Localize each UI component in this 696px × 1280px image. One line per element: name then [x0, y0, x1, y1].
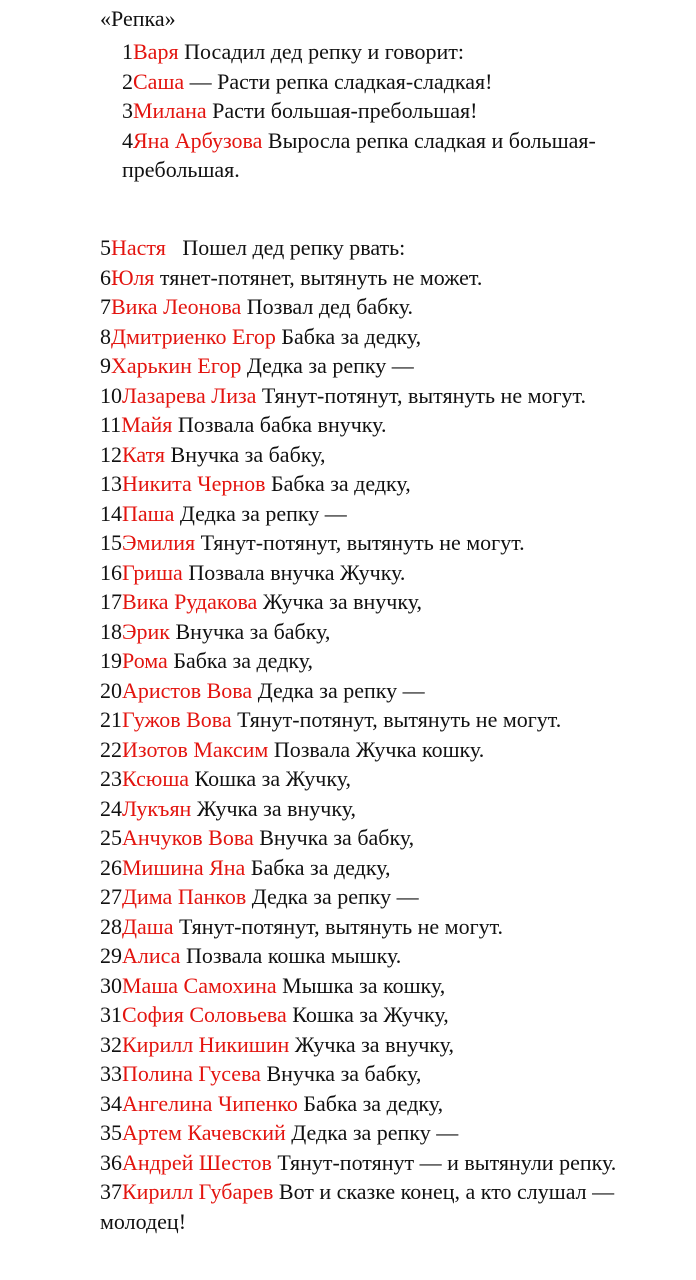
line-number: 9 [100, 353, 111, 378]
line-number: 34 [100, 1090, 122, 1116]
line-text: тянет-потянет, вытянуть не может. [154, 264, 483, 290]
student-name: Паша [122, 500, 175, 526]
line-text: Позвал дед бабку. [241, 294, 414, 319]
line-number: 37 [100, 1179, 122, 1204]
line-text: Дедка за репку — [246, 884, 419, 909]
line-text: Дедка за репку — [174, 500, 347, 526]
line-number: 6 [100, 264, 111, 290]
script-line [122, 37, 682, 67]
student-name: Алиса [122, 943, 181, 968]
line-number: 17 [100, 589, 122, 614]
student-name: Дмитриенко Егор [111, 323, 276, 349]
script-line [100, 469, 680, 499]
line-text: Внучка за бабку, [260, 1061, 422, 1086]
student-name: Кирилл Губарев [122, 1179, 274, 1204]
line-number: 23 [100, 766, 122, 791]
student-name: Эрик [122, 618, 170, 644]
script-line [100, 971, 680, 1001]
student-name: Саша [133, 68, 185, 94]
line-text: Позвала внучка Жучку. [182, 559, 406, 585]
script-line [100, 558, 680, 588]
line-number: 28 [100, 913, 122, 939]
line-number: 27 [100, 884, 122, 909]
script-line [100, 292, 680, 322]
script-line [100, 233, 680, 263]
script-line [100, 1000, 680, 1030]
line-number: 5 [100, 235, 111, 260]
student-name: Кирилл Никишин [122, 1031, 290, 1057]
student-name: Майя [121, 412, 173, 437]
student-name: Варя [133, 39, 179, 64]
script-line [100, 410, 680, 440]
line-number: 14 [100, 500, 122, 526]
student-name: Артем Качевский [122, 1120, 286, 1145]
line-text: Расти большая-пребольшая! [206, 98, 478, 123]
student-name: Аристов Вова [122, 677, 253, 703]
line-number: 3 [122, 98, 133, 123]
script-line [100, 263, 680, 293]
script-line [100, 823, 680, 853]
line-text: Бабка за дедку, [167, 648, 314, 673]
line-text: Вот и сказке конец, а кто слушал — молодец! [100, 1179, 620, 1234]
line-text: Дедка за репку — [285, 1120, 459, 1145]
student-name: Рома [122, 648, 168, 673]
line-text: Внучка за бабку, [165, 441, 326, 467]
line-text: Бабка за дедку, [245, 854, 391, 880]
student-name: Лазарева Лиза [122, 382, 257, 408]
script-line [100, 676, 680, 706]
student-name: Вика Леонова [111, 294, 242, 319]
line-text: Кошка за Жучку, [189, 766, 352, 791]
line-text: Жучка за внучку, [257, 589, 422, 614]
line-number: 21 [100, 707, 122, 732]
line-text: Бабка за дедку, [275, 323, 422, 349]
line-number: 19 [100, 648, 122, 673]
line-number: 16 [100, 559, 122, 585]
script-line [100, 882, 680, 912]
line-text: Позвала бабка внучку. [172, 412, 387, 437]
line-text: Тянут-потянут, вытянуть не могут. [173, 913, 504, 939]
script-line [100, 705, 680, 735]
line-number: 32 [100, 1031, 122, 1057]
line-text: Внучка за бабку, [170, 618, 331, 644]
student-name: Полина Гусева [122, 1061, 261, 1086]
line-number: 31 [100, 1002, 122, 1027]
line-number: 29 [100, 943, 122, 968]
student-name: Яна Арбузова [133, 127, 263, 153]
line-number: 2 [122, 68, 133, 94]
script-line [100, 1148, 680, 1178]
script-line [100, 764, 680, 794]
line-text: Жучка за внучку, [191, 795, 357, 821]
line-number: 1 [122, 39, 133, 64]
student-name: Ангелина Чипенко [122, 1090, 298, 1116]
student-name: Дима Панков [122, 884, 247, 909]
script-line [100, 794, 680, 824]
line-text: Дедка за репку — [252, 677, 425, 703]
script-line [100, 440, 680, 470]
line-text: Бабка за дедку, [297, 1090, 444, 1116]
line-number: 24 [100, 795, 122, 821]
line-number: 30 [100, 972, 122, 998]
student-name: Даша [122, 913, 174, 939]
script-line [100, 1177, 680, 1236]
student-name: Анчуков Вова [122, 825, 254, 850]
line-text: Кошка за Жучку, [286, 1002, 449, 1027]
student-name: София Соловьева [122, 1002, 287, 1027]
line-number: 15 [100, 530, 122, 555]
student-name: Юля [111, 264, 155, 290]
student-name: Маша Самохина [122, 972, 277, 998]
line-number: 20 [100, 677, 122, 703]
line-text: Позвала кошка мышку. [180, 943, 402, 968]
student-name: Милана [133, 98, 207, 123]
line-text: Внучка за бабку, [253, 825, 415, 850]
line-number: 25 [100, 825, 122, 850]
script-line [100, 912, 680, 942]
line-text: Позвала Жучка кошку. [268, 736, 485, 762]
script-line [100, 528, 680, 558]
script-line [100, 646, 680, 676]
student-name: Ксюша [122, 766, 190, 791]
line-number: 35 [100, 1120, 122, 1145]
line-number: 7 [100, 294, 111, 319]
script-line [100, 322, 680, 352]
line-number: 12 [100, 441, 122, 467]
line-text: Тянут-потянут — и вытянули репку. [271, 1149, 617, 1175]
line-text: Жучка за внучку, [289, 1031, 454, 1057]
script-line [100, 853, 680, 883]
line-number: 26 [100, 854, 122, 880]
line-text: Дедка за репку — [241, 353, 414, 378]
main-block [100, 233, 680, 1236]
script-line [100, 499, 680, 529]
line-number: 36 [100, 1149, 122, 1175]
script-line [100, 735, 680, 765]
line-text: Бабка за дедку, [265, 471, 411, 496]
student-name: Вика Рудакова [122, 589, 258, 614]
line-number: 22 [100, 736, 122, 762]
script-line [100, 1089, 680, 1119]
script-line [100, 1030, 680, 1060]
student-name: Никита Чернов [122, 471, 266, 496]
script-line [100, 617, 680, 647]
script-line [122, 126, 682, 185]
script-line [122, 96, 682, 126]
line-number: 11 [100, 412, 122, 437]
script-line [100, 351, 680, 381]
intro-block [122, 37, 682, 185]
student-name: Изотов Максим [122, 736, 269, 762]
script-line [100, 1059, 680, 1089]
line-text: Посадил дед репку и говорит: [178, 39, 465, 64]
script-line [122, 67, 682, 97]
student-name: Эмилия [122, 530, 196, 555]
script-line [100, 941, 680, 971]
script-line [100, 381, 680, 411]
line-text: Мышка за кошку, [276, 972, 446, 998]
line-number: 8 [100, 323, 111, 349]
line-text: Выросла репка сладкая и большая-пребольшая. [122, 127, 596, 182]
line-text: Тянут-потянут, вытянуть не могут. [231, 707, 562, 732]
line-number: 10 [100, 382, 122, 408]
student-name: Мишина Яна [122, 854, 246, 880]
script-line [100, 1118, 680, 1148]
document-title: «Репка» [100, 6, 176, 31]
script-line [100, 587, 680, 617]
student-name: Настя [111, 235, 166, 260]
line-text: — Расти репка сладкая-сладкая! [184, 68, 493, 94]
student-name: Андрей Шестов [122, 1149, 272, 1175]
line-text: Тянут-потянут, вытянуть не могут. [256, 382, 586, 408]
line-text: Пошел дед репку рвать: [165, 235, 406, 260]
line-number: 4 [122, 127, 133, 153]
line-number: 33 [100, 1061, 122, 1086]
student-name: Харькин Егор [111, 353, 242, 378]
student-name: Катя [122, 441, 166, 467]
student-name: Гриша [122, 559, 183, 585]
student-name: Лукъян [122, 795, 192, 821]
student-name: Гужов Вова [122, 707, 232, 732]
line-text: Тянут-потянут, вытянуть не могут. [195, 530, 525, 555]
line-number: 13 [100, 471, 122, 496]
line-number: 18 [100, 618, 122, 644]
